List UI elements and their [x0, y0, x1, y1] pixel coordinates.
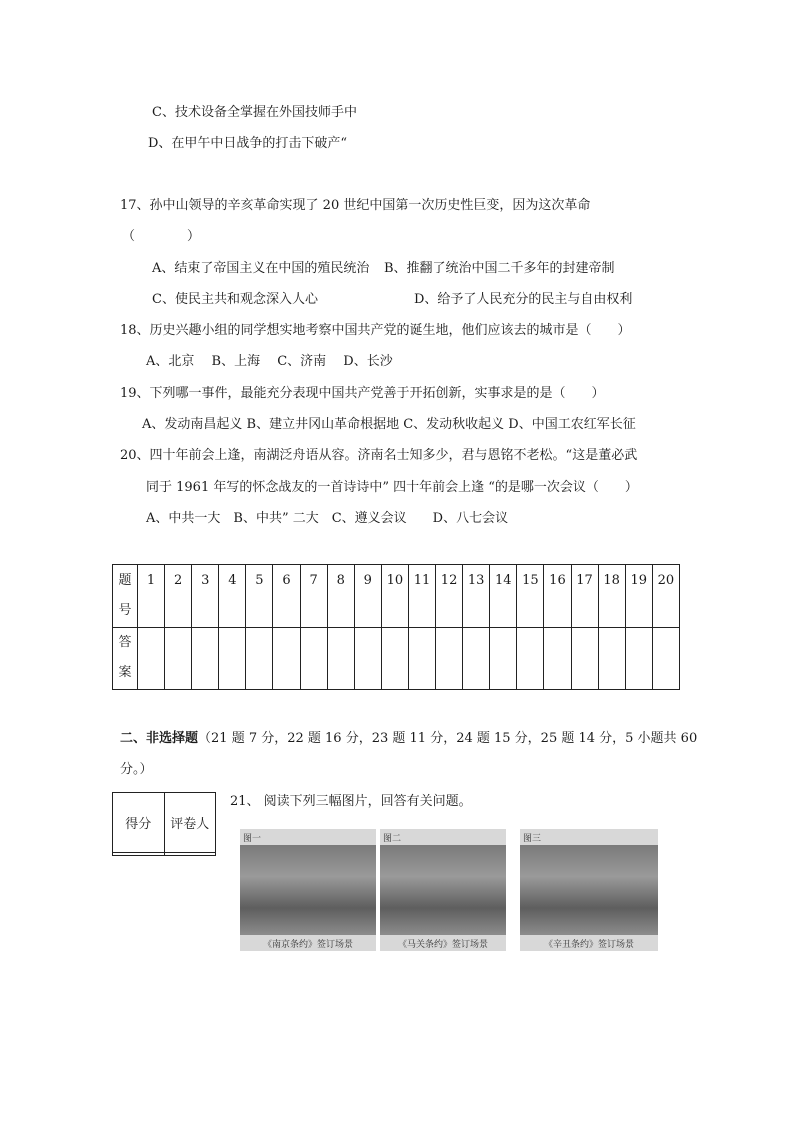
q21-stem: 21、 阅读下列三幅图片，回答有关问题。 [230, 794, 472, 809]
grader-label: 评卷人 [164, 793, 216, 853]
q17-stem: 17、孙中山领导的辛亥革命实现了 20 世纪中国第一次历史性巨变，因为这次革命 [120, 198, 591, 213]
q20-stem: 20、四十年前会上逢，南湖泛舟语从容。济南名士知多少，君与恩铭不老松。“这是董必武 [120, 448, 638, 463]
question-number: 10 [381, 565, 408, 628]
answer-cell[interactable] [246, 627, 273, 690]
figure-xinchou-treaty [520, 829, 658, 951]
score-field[interactable] [113, 853, 165, 856]
label-da: 答 [118, 635, 132, 651]
number-row-label [113, 565, 138, 628]
question-number: 6 [273, 565, 300, 628]
figure-3-image [520, 845, 658, 935]
answer-cell[interactable] [327, 627, 354, 690]
q16-option-d: D、在甲午中日战争的打击下破产“ [148, 136, 348, 151]
answer-cell[interactable] [490, 627, 517, 690]
q16-option-c: C、技术设备全掌握在外国技师手中 [152, 105, 357, 120]
q17-option-d: D、给予了人民充分的民主与自由权利 [414, 292, 633, 307]
figure-1-tag: 图一 [243, 834, 262, 844]
figure-2-image [380, 845, 506, 935]
figure-2-tag: 图二 [383, 834, 402, 844]
question-number: 5 [246, 565, 273, 628]
answer-cell[interactable] [219, 627, 246, 690]
label-an: 案 [118, 665, 132, 681]
answer-cell[interactable] [165, 627, 192, 690]
question-number: 19 [625, 565, 652, 628]
label-ti: 题 [118, 572, 132, 588]
answer-cell[interactable] [463, 627, 490, 690]
q17-answer-paren: （ ） [122, 229, 201, 244]
q19-options: A、发动南昌起义 B、建立井冈山革命根据地 C、发动秋收起义 D、中国工农红军长征 [142, 417, 636, 432]
answer-cell[interactable] [625, 627, 652, 690]
question-number: 4 [219, 565, 246, 628]
q17-option-c: C、使民主共和观念深入人心 [152, 292, 318, 307]
label-hao: 号 [118, 602, 132, 618]
question-number: 15 [517, 565, 544, 628]
answer-cell[interactable] [354, 627, 381, 690]
question-number: 14 [490, 565, 517, 628]
score-label: 得分 [113, 793, 165, 853]
grader-field[interactable] [164, 853, 216, 856]
question-number: 17 [571, 565, 598, 628]
figure-nanjing-treaty [240, 829, 376, 951]
question-number: 3 [192, 565, 219, 628]
answer-cell[interactable] [652, 627, 679, 690]
q18-options: A、北京 B、上海 C、济南 D、长沙 [146, 354, 393, 369]
q20-options: A、中共一大 B、中共” 二大 C、遵义会议 D、八七会议 [146, 511, 509, 526]
q20-stem-continued: 同于 1961 年写的怀念战友的一首诗诗中” 四十年前会上逢 “的是哪一次会议（ ） [146, 480, 638, 495]
answer-table-number-row [113, 565, 680, 628]
q17-option-a: A、结束了帝国主义在中国的殖民统治 [152, 261, 370, 276]
q19-stem: 19、下列哪一事件，最能充分表现中国共产党善于开拓创新，实事求是的是（ ） [120, 386, 605, 401]
section-2-scoring-continued: 分。） [120, 762, 153, 777]
section-2-title: 二、非选择题 [120, 731, 199, 746]
figure-3-tag: 图三 [523, 834, 542, 844]
q17-option-b: B、推翻了统治中国二千多年的封建帝制 [384, 261, 615, 276]
answer-table-answer-row [113, 627, 680, 690]
question-number: 1 [138, 565, 165, 628]
answer-row-label [113, 627, 138, 690]
answer-cell[interactable] [571, 627, 598, 690]
question-number: 8 [327, 565, 354, 628]
figure-1-caption: 《南京条约》签订场景 [262, 940, 353, 950]
figure-3-caption: 《辛丑条约》签订场景 [543, 940, 634, 950]
question-number: 9 [354, 565, 381, 628]
score-box [112, 792, 216, 856]
answer-cell[interactable] [273, 627, 300, 690]
question-number: 2 [165, 565, 192, 628]
answer-cell[interactable] [381, 627, 408, 690]
figure-maguan-treaty [380, 829, 506, 951]
question-number: 11 [408, 565, 435, 628]
answer-cell[interactable] [138, 627, 165, 690]
q18-stem: 18、历史兴趣小组的同学想实地考察中国共产党的诞生地，他们应该去的城市是（ ） [120, 323, 631, 338]
section-2-heading [120, 730, 697, 748]
question-number: 18 [598, 565, 625, 628]
question-number: 7 [300, 565, 327, 628]
question-number: 20 [652, 565, 679, 628]
answer-table [112, 564, 680, 690]
question-number: 12 [436, 565, 463, 628]
figure-2-caption: 《马关条约》签订场景 [397, 940, 488, 950]
answer-cell[interactable] [517, 627, 544, 690]
figure-1-image [240, 845, 376, 935]
answer-cell[interactable] [598, 627, 625, 690]
answer-cell[interactable] [436, 627, 463, 690]
answer-cell[interactable] [300, 627, 327, 690]
question-number: 13 [463, 565, 490, 628]
answer-cell[interactable] [544, 627, 571, 690]
answer-cell[interactable] [192, 627, 219, 690]
section-2-scoring: （21 题 7 分，22 题 16 分，23 题 11 分，24 题 15 分，25 题 14 分，5 小题共 60 [198, 731, 698, 746]
question-number: 16 [544, 565, 571, 628]
answer-cell[interactable] [408, 627, 435, 690]
